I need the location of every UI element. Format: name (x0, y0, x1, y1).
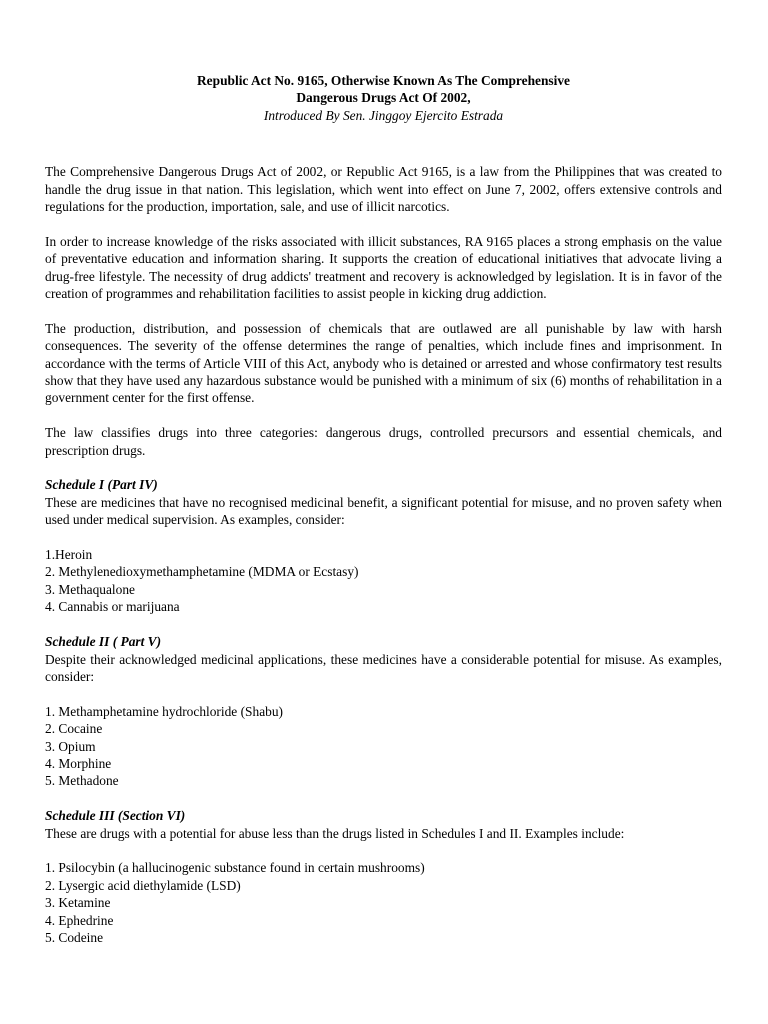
title-block (45, 72, 722, 124)
list-item: 1. Psilocybin (a hallucinogenic substance found in certain mushrooms) (45, 860, 425, 876)
document-page (45, 72, 722, 964)
schedule-1-heading: Schedule I (Part IV) (45, 477, 158, 493)
list-item: 2. Cocaine (45, 721, 103, 737)
list-item: 3. Ketamine (45, 895, 111, 911)
list-item: 1. Methamphetamine hydrochloride (Shabu) (45, 703, 283, 719)
schedule-2-heading: Schedule II ( Part V) (45, 634, 162, 650)
list-item: 5. Methadone (45, 773, 119, 789)
schedule-1-section (45, 476, 722, 615)
schedule-2-description: Despite their acknowledged medicinal applications, these medicines have a considerable potential for misuse. As examples, consider: (45, 651, 722, 684)
document-subtitle: Introduced By Sen. Jinggoy Ejercito Estrada (263, 107, 504, 123)
list-item: 3. Opium (45, 738, 96, 754)
schedule-3-list (45, 859, 722, 946)
education-paragraph: In order to increase knowledge of the risks associated with illicit substances, RA 9165 places a strong emphasis on the value of preventative education and information sharing. It supports the creation of educational initiatives that advocate living a drug-free lifestyle. The necessity of drug addicts' treatment and recovery is acknowledged by legislation. It is in favor of the creation of programmes and rehabilitation facilities to assist people in kicking drug addiction. (45, 233, 722, 302)
schedule-2-list (45, 703, 722, 790)
schedule-1-description: These are medicines that have no recognised medicinal benefit, a significant potential for misuse, and no proven safety when used under medical supervision. As examples, consider: (45, 494, 722, 528)
intro-paragraph: The Comprehensive Dangerous Drugs Act of 2002, or Republic Act 9165, is a law from the Philippines that was created to handle the drug issue in that nation. This legislation, which went into effect on June 7, 2002, offers extensive controls and regulations for the production, importation, sale, and use of illicit narcotics. (45, 164, 722, 215)
list-item: 4. Ephedrine (45, 912, 114, 928)
schedule-3-description: These are drugs with a potential for abuse less than the drugs listed in Schedules I and II. Examples include: (45, 825, 625, 841)
schedule-3-heading: Schedule III (Section VI) (45, 808, 186, 824)
list-item: 2. Lysergic acid diethylamide (LSD) (45, 877, 241, 893)
schedule-3-section (45, 807, 722, 946)
list-item: 3. Methaqualone (45, 581, 135, 597)
list-item: 4. Morphine (45, 755, 112, 771)
penalties-paragraph: The production, distribution, and possession of chemicals that are outlawed are all punishable by law with harsh consequences. The severity of the offense determines the range of penalties, which include fines and imprisonment. In accordance with the terms of Article VIII of this Act, anybody who is detained or arrested and whose confirmatory test results show that they have used any hazardous substance would be punished with a minimum of six (6) months of rehabilitation in a government center for the first offense. (45, 320, 722, 406)
list-item: 1.Heroin (45, 547, 93, 563)
classification-paragraph: The law classifies drugs into three categories: dangerous drugs, controlled precursors and essential chemicals, and prescription drugs. (45, 425, 722, 458)
list-item: 2. Methylenedioxymethamphetamine (MDMA or Ecstasy) (45, 564, 359, 580)
document-title-line-1: Republic Act No. 9165, Otherwise Known As The Comprehensive (197, 73, 570, 88)
schedule-2-section (45, 633, 722, 790)
schedule-1-list (45, 546, 722, 616)
document-title-line-2: Dangerous Drugs Act Of 2002, (296, 90, 471, 106)
list-item: 4. Cannabis or marijuana (45, 599, 180, 615)
list-item: 5. Codeine (45, 929, 104, 945)
